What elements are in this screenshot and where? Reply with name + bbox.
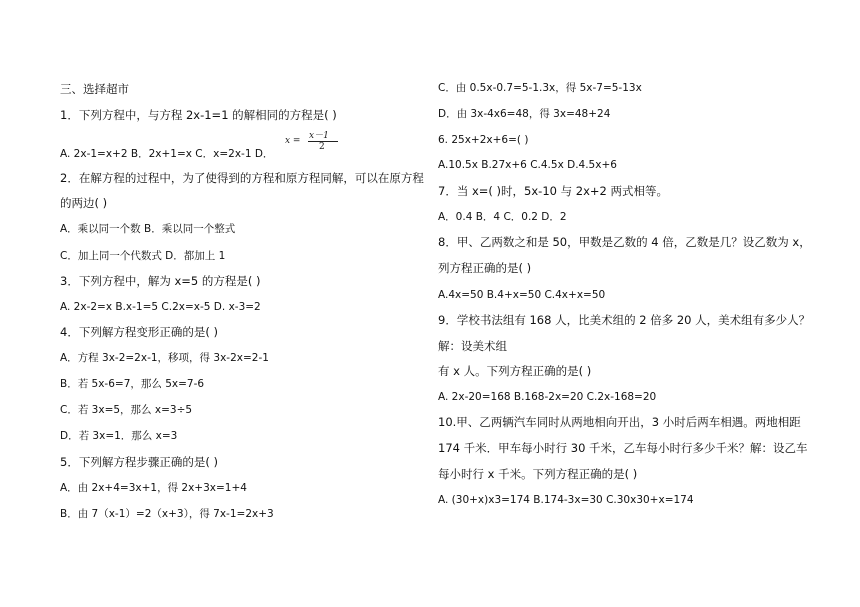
question-5-option-b: B．由 7（x-1）=2（x+3），得 7x-1=2x+3 bbox=[60, 508, 274, 520]
question-4-option-c: C．若 3x=5，那么 x=3÷5 bbox=[60, 404, 193, 416]
question-6-stem: 6. 25x+2x+6=( ) bbox=[438, 134, 529, 146]
question-9-stem-line-1: 9．学校书法组有 168 人，比美术组的 2 倍多 20 人，美术组有多少人？ bbox=[438, 313, 811, 327]
question-3-stem: 3．下列方程中，解为 x=5 的方程是( ) bbox=[60, 274, 261, 288]
question-10-stem-line-1: 10.甲、乙两辆汽车同时从两地相向开出，3 小时后两车相遇。两地相距 bbox=[438, 415, 801, 429]
question-5-stem: 5．下列解方程步骤正确的是( ) bbox=[60, 455, 218, 469]
question-7-options: A．0.4 B．4 C．0.2 D．2 bbox=[438, 211, 567, 223]
section-title: 三、选择超市 bbox=[60, 82, 129, 96]
question-6-options: A.10.5x B.27x+6 C.4.5x D.4.5x+6 bbox=[438, 159, 617, 171]
question-9-stem-line-2: 解：设美术组 bbox=[438, 339, 507, 353]
question-2-stem-line-1: 2．在解方程的过程中，为了使得到的方程和原方程同解，可以在原方程 bbox=[60, 171, 424, 185]
question-2-options-line-1: A．乘以同一个数 B．乘以同一个整式 bbox=[60, 223, 236, 235]
question-5-option-d: D．由 3x-4x6=48，得 3x=48+24 bbox=[438, 108, 611, 120]
question-10-stem-line-3: 每小时行 x 千米。下列方程正确的是( ) bbox=[438, 467, 638, 481]
question-10-stem-line-2: 174 千米．甲车每小时行 30 千米，乙车每小时行多少千米？解：设乙车 bbox=[438, 441, 808, 455]
question-8-options: A.4x=50 B.4+x=50 C.4x+x=50 bbox=[438, 289, 606, 301]
question-8-stem-line-2: 列方程正确的是( ) bbox=[438, 261, 532, 275]
question-1-options: A. 2x-1=x+2 B．2x+1=x C．x=2x-1 D． bbox=[60, 148, 274, 160]
question-9-stem-line-3: 有 x 人。下列方程正确的是( ) bbox=[438, 364, 592, 378]
question-8-stem-line-1: 8．甲、乙两数之和是 50，甲数是乙数的 4 倍，乙数是几？设乙数为 x， bbox=[438, 235, 811, 249]
question-5-option-c: C．由 0.5x-0.7=5-1.3x，得 5x-7=5-13x bbox=[438, 82, 642, 94]
fraction-numerator: x－1 bbox=[309, 131, 329, 141]
question-4-option-a: A．方程 3x-2=2x-1，移项，得 3x-2x=2-1 bbox=[60, 352, 269, 364]
question-4-stem: 4．下列解方程变形正确的是( ) bbox=[60, 325, 218, 339]
question-3-options: A. 2x-2=x B.x-1=5 C.2x=x-5 D. x-3=2 bbox=[60, 301, 261, 313]
question-5-option-a: A．由 2x+4=3x+1，得 2x+3x=1+4 bbox=[60, 482, 247, 494]
question-2-stem-line-2: 的两边( ) bbox=[60, 196, 108, 210]
fraction-denominator: 2 bbox=[319, 142, 325, 152]
question-7-stem: 7．当 x=( )时，5x-10 与 2x+2 两式相等。 bbox=[438, 184, 668, 198]
question-10-options: A. (30+x)x3=174 B.174-3x=30 C.30x30+x=174 bbox=[438, 494, 694, 506]
fraction-lhs: x = bbox=[285, 136, 301, 146]
question-4-option-d: D．若 3x=1．那么 x=3 bbox=[60, 430, 178, 442]
question-4-option-b: B．若 5x-6=7，那么 5x=7-6 bbox=[60, 378, 205, 390]
question-1-stem: 1．下列方程中，与方程 2x-1=1 的解相同的方程是( ) bbox=[60, 108, 337, 122]
question-9-options: A. 2x-20=168 B.168-2x=20 C.2x-168=20 bbox=[438, 391, 657, 403]
question-2-options-line-2: C．加上同一个代数式 D．都加上 1 bbox=[60, 250, 226, 262]
